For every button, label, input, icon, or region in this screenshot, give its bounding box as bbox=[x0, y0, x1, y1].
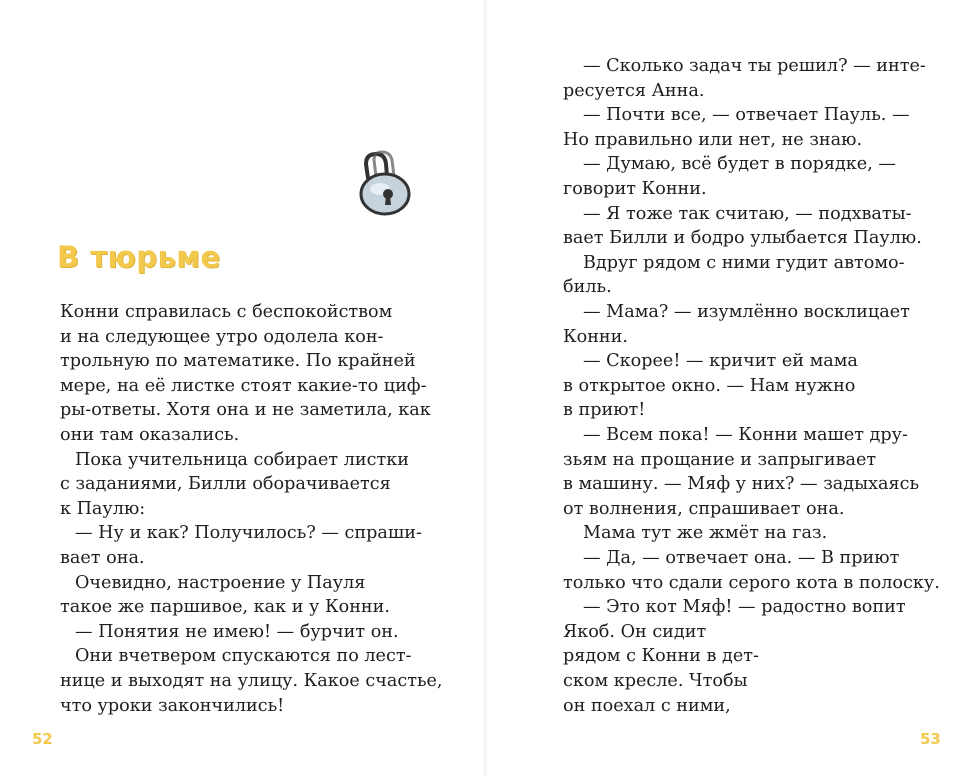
right-page-text-line: биль. bbox=[563, 277, 612, 298]
right-page-text-line: только что сдали серого кота в полоску. bbox=[563, 572, 940, 593]
left-page-text-line: Они вчетвером спускаются по лест- bbox=[75, 646, 412, 667]
right-page-text-line: в приют! bbox=[563, 400, 646, 421]
right-page-text-line: Но правильно или нет, не знаю. bbox=[563, 129, 863, 150]
chapter-title: В тюрьме bbox=[57, 240, 221, 274]
right-page-text-line: Вдруг рядом с ними гудит автомо- bbox=[583, 252, 905, 273]
right-page-text-line: — Всем пока! — Конни машет дру- bbox=[583, 425, 908, 445]
left-page-text-line: нице и выходят на улицу. Какое счастье, bbox=[60, 671, 443, 691]
left-page-text-line: к Паулю: bbox=[60, 498, 146, 519]
left-page-text-line: Очевидно, настроение у Пауля bbox=[75, 572, 366, 593]
left-page-text-line: что уроки закончились! bbox=[60, 695, 285, 716]
right-page-text-line: Мама тут же жмёт на газ. bbox=[583, 523, 828, 544]
right-page-text-line: ресуется Анна. bbox=[563, 80, 705, 101]
left-page-text-line: Конни справилась с беспокойством bbox=[60, 302, 393, 322]
left-page-text-line: с заданиями, Билли оборачивается bbox=[60, 474, 391, 495]
right-page-text-line: — Скорее! — кричит ей мама bbox=[583, 351, 858, 372]
right-page-text-line: Якоб. Он сидит bbox=[563, 621, 707, 642]
right-page-text-line: — Сколько задач ты решил? — инте- bbox=[583, 56, 926, 76]
right-page-text-line: зьям на прощание и запрыгивает bbox=[563, 449, 877, 470]
padlock-icon bbox=[352, 150, 412, 216]
left-page-text-line: такое же паршивое, как и у Конни. bbox=[60, 597, 390, 618]
page-number-left: 52 bbox=[32, 730, 53, 748]
right-page-text-line: — Думаю, всё будет в порядке, — bbox=[583, 154, 896, 175]
right-page-text-line: вает Билли и бодро улыбается Паулю. bbox=[563, 228, 922, 249]
left-page-text-line: — Понятия не имею! — бурчит он. bbox=[75, 621, 399, 642]
left-page-text-line: — Ну и как? Получилось? — спраши- bbox=[75, 523, 422, 544]
page-number-right: 53 bbox=[920, 730, 941, 748]
right-page-text-line: рядом с Конни в дет- bbox=[563, 646, 759, 667]
left-page-text-line: вает она. bbox=[60, 548, 145, 568]
right-page-text-line: в открытое окно. — Нам нужно bbox=[563, 375, 856, 396]
right-page-text-line: говорит Конни. bbox=[563, 179, 707, 199]
left-page-text-line: Пока учительница собирает листки bbox=[75, 449, 409, 470]
left-page-text-line: и на следующее утро одолела кон- bbox=[60, 326, 384, 347]
right-page-text-line: ском кресле. Чтобы bbox=[563, 671, 748, 691]
right-page-text-line: — Да, — отвечает она. — В приют bbox=[583, 548, 900, 568]
left-page-text-line: трольную по математике. По крайней bbox=[60, 351, 416, 372]
right-page-text-line: — Почти все, — отвечает Пауль. — bbox=[583, 105, 910, 126]
right-page bbox=[485, 0, 970, 776]
right-page-text-line: — Мама? — изумлённо восклицает bbox=[583, 302, 910, 322]
left-page-text-line: ры-ответы. Хотя она и не заметила, как bbox=[60, 400, 431, 421]
right-page-text-line: — Это кот Мяф! — радостно вопит bbox=[583, 597, 906, 618]
right-page-text-line: от волнения, спрашивает она. bbox=[563, 498, 845, 519]
right-page-text-line: он поехал с ними, bbox=[563, 695, 731, 716]
right-page-text-line: в машину. — Мяф у них? — задыхаясь bbox=[563, 474, 920, 495]
left-page-text-line: мере, на её листке стоят какие-то циф- bbox=[60, 375, 427, 396]
right-page-text-line: Конни. bbox=[563, 326, 628, 347]
right-page-text-line: — Я тоже так считаю, — подхваты- bbox=[583, 203, 912, 224]
left-page-text-line: они там оказались. bbox=[60, 425, 240, 445]
